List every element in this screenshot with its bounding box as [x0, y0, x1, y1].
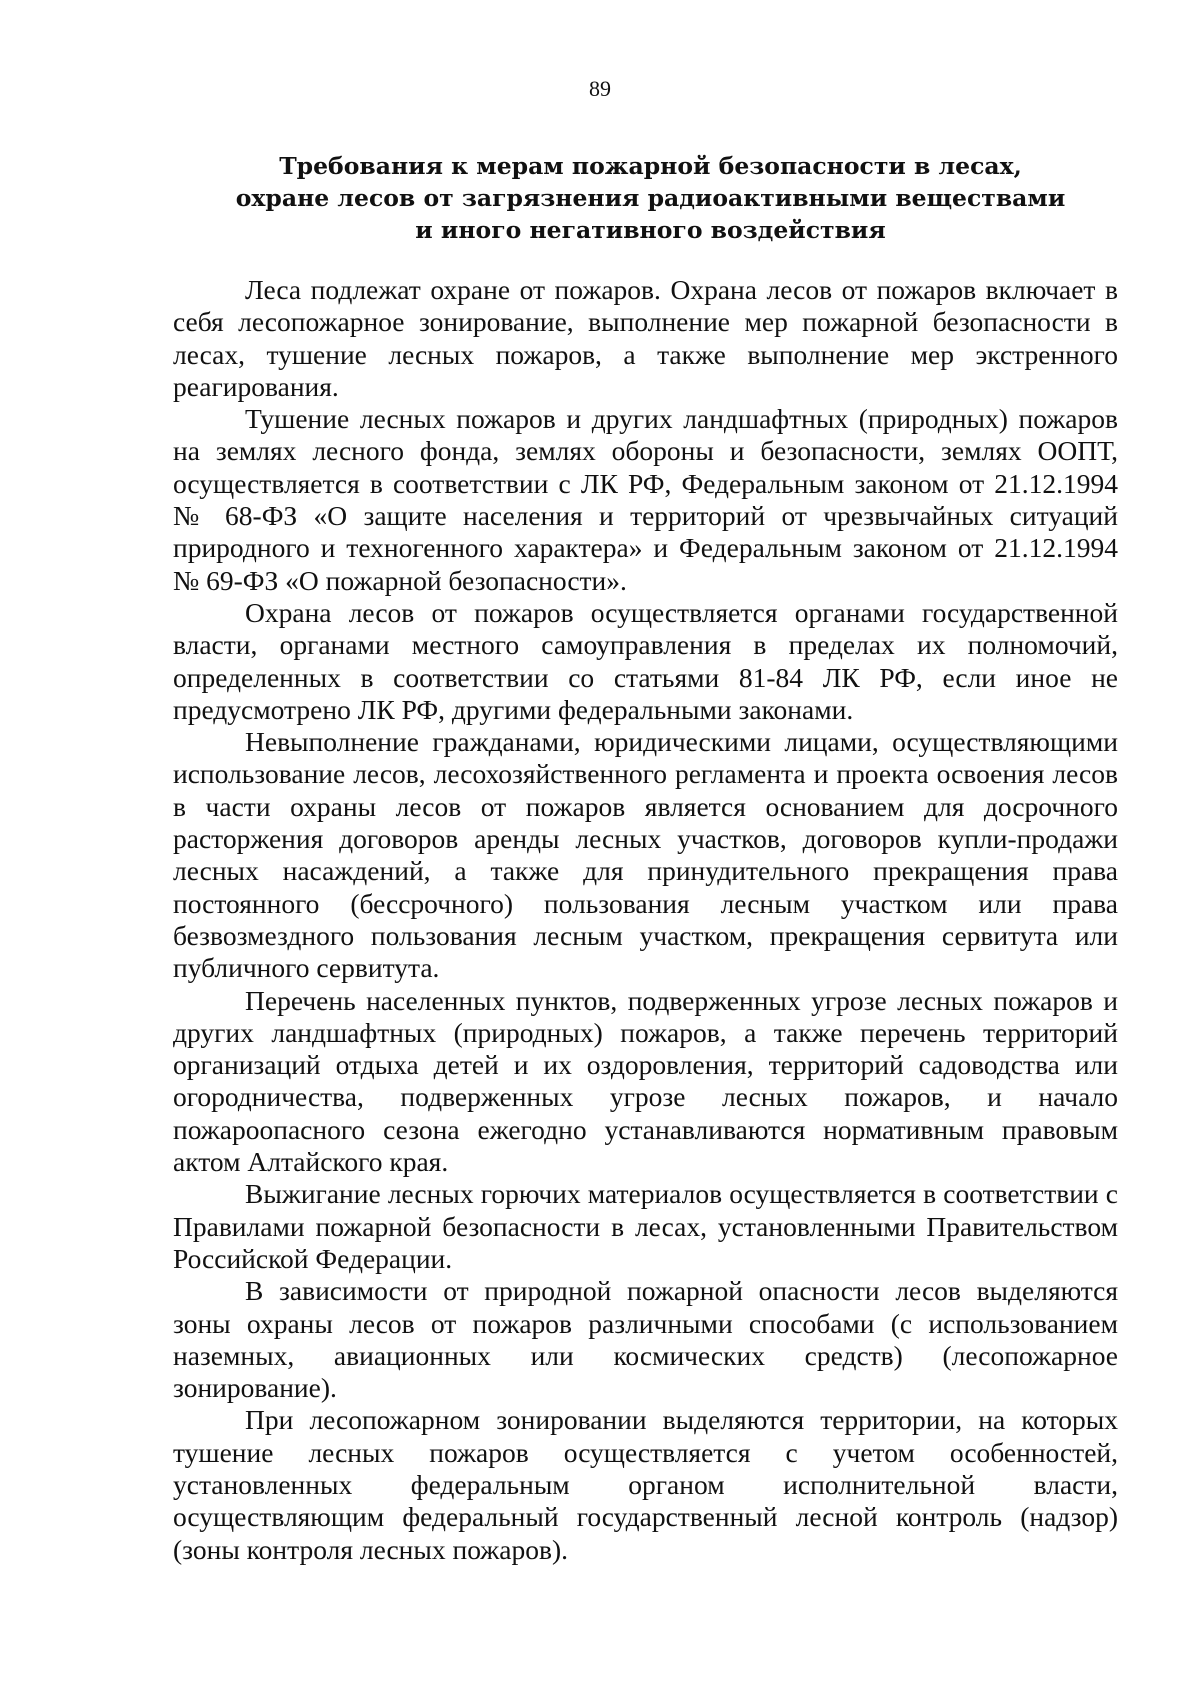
paragraph: Охрана лесов от пожаров осуществляется органами государственной власти, органами местного самоуправления в пределах их полномочий, определенных в соответствии со статьями 81-84 ЛК РФ, если иное не предусмотрено ЛК РФ, другими федеральными законами. — [173, 596, 1118, 725]
heading-line: Требования к мерам пожарной безопасности в лесах, — [279, 152, 1022, 180]
body-text — [173, 274, 1118, 1566]
paragraph: Тушение лесных пожаров и других ландшафтных (природных) пожаров на землях лесного фонда, землях обороны и безопасности, землях ООПТ, осуществляется в соответствии с ЛК РФ, Федеральным законом от 21.12.1994 № 68-ФЗ «О защите населения и территорий от чрезвычайных ситуаций природного и техногенного характера» и Федеральным законом от 21.12.1994 № 69-ФЗ «О пожарной безопасности». — [173, 403, 1118, 596]
paragraph: Перечень населенных пунктов, подверженных угрозе лесных пожаров и других ландшафтных (природных) пожаров, а также перечень территорий организаций отдыха детей и их оздоровления, территорий садоводства или огородничества, подверженных угрозе лесных пожаров, и начало пожароопасного сезона ежегодно устанавливаются нормативным правовым актом Алтайского края. — [173, 984, 1118, 1178]
heading-line: и иного негативного воздействия — [415, 216, 886, 244]
paragraph: В зависимости от природной пожарной опасности лесов выделяются зоны охраны лесов от пожаров различными способами (с использованием наземных, авиационных или космических средств) (лесопожарное зонирование). — [173, 1275, 1118, 1404]
paragraph: При лесопожарном зонировании выделяются территории, на которых тушение лесных пожаров осуществляется с учетом особенностей, установленных федеральным органом исполнительной власти, осуществляющим федеральный государственный лесной контроль (надзор) (зоны контроля лесных пожаров). — [173, 1404, 1118, 1565]
page-number: 89 — [589, 76, 611, 101]
paragraph: Леса подлежат охране от пожаров. Охрана лесов от пожаров включает в себя лесопожарное зонирование, выполнение мер пожарной безопасности в лесах, тушение лесных пожаров, а также выполнение мер экстренного реагирования. — [173, 274, 1118, 402]
paragraph: Выжигание лесных горючих материалов осуществляется в соответствии с Правилами пожарной безопасности в лесах, установленными Правительством Российской Федерации. — [173, 1178, 1118, 1274]
paragraph: Невыполнение гражданами, юридическими лицами, осуществляющими использование лесов, лесохозяйственного регламента и проекта освоения лесов в части охраны лесов от пожаров является основанием для досрочного расторжения договоров аренды лесных участков, договоров купли-продажи лесных насаждений, а также для принудительного прекращения права постоянного (бессрочного) пользования лесным участком или права безвозмездного пользования лесным участком, прекращения сервитута или публичного сервитута. — [173, 726, 1118, 984]
section-heading — [173, 150, 1128, 246]
heading-line: охране лесов от загрязнения радиоактивными веществами — [235, 184, 1066, 212]
